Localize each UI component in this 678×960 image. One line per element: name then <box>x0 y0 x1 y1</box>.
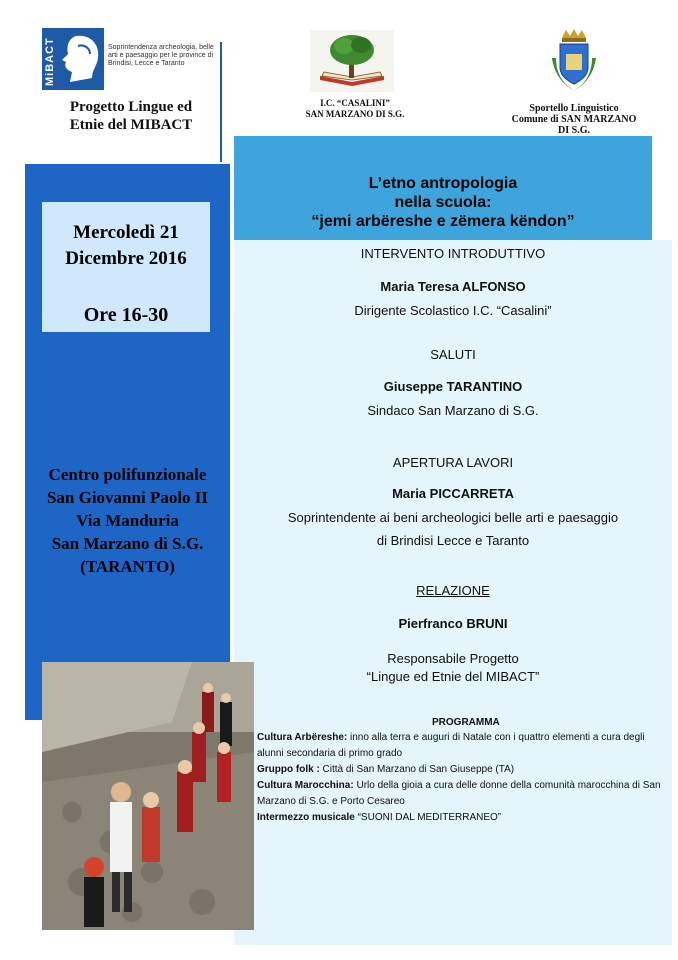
programma-item-text: Città di San Marzano di San Giuseppe (TA) <box>319 764 515 775</box>
venue-line4: San Marzano di S.G. <box>51 534 204 553</box>
programma-item-text: Urlo della gioia a cura delle donne della comunità marocchina di San Marzano di S.G. e Porto Cesareo <box>257 780 661 807</box>
title-line2: nella scuola: <box>394 194 492 211</box>
casalini-line1: I.C. “CASALINI” <box>320 98 390 108</box>
casalini-logo <box>310 30 394 92</box>
venue-line3: Via Manduria <box>76 511 179 530</box>
venue-line5: (TARANTO) <box>80 557 175 576</box>
relazione-role-line2: “Lingue ed Etnie del MIBACT” <box>366 669 540 684</box>
programma-item-text: inno alla terra e auguri di Natale con i quattro elementi a cura degli alunni secondaria di primo grado <box>257 732 645 759</box>
date-line1: Mercoledì 21 <box>73 222 179 243</box>
soprintendenza-text: Soprintendenza archeologia, belle arti e paesaggio per le province di Brindisi, Lecce e Taranto <box>108 44 214 67</box>
comune-line3: DI S.G. <box>558 125 590 136</box>
event-venue <box>25 463 230 578</box>
relazione-role-line1: Responsabile Progetto <box>387 651 519 666</box>
apertura-heading: APERTURA LAVORI <box>392 455 514 470</box>
event-time: Ore 16-30 <box>83 304 169 326</box>
casalini-line2: SAN MARZANO DI S.G. <box>305 109 405 119</box>
programma-item-label: Cultura Marocchina: <box>257 780 354 791</box>
relazione-heading: RELAZIONE <box>416 583 490 598</box>
intro-name: Maria Teresa ALFONSO <box>380 279 526 294</box>
saluti-heading: SALUTI <box>430 347 476 362</box>
apertura-role-line2: di Brindisi Lecce e Taranto <box>376 533 530 548</box>
date-line2: Dicembre 2016 <box>65 248 187 269</box>
title-line3: “jemi arbëreshe e zëmera këndon” <box>311 213 575 230</box>
tree-book-icon <box>310 30 394 92</box>
venue-line2: San Giovanni Paolo II <box>46 488 209 507</box>
comune-crest <box>548 28 600 94</box>
progetto-title: Progetto Lingue ed Etnie del MIBACT <box>69 99 193 133</box>
folk-dance-photo <box>42 662 254 930</box>
programma-item <box>257 762 672 778</box>
event-date <box>42 220 210 272</box>
crest-icon <box>548 28 600 94</box>
title-line1: L’etno antropologia <box>368 175 518 192</box>
programma-item-label: Gruppo folk : <box>257 764 320 775</box>
comune-line2: Comune di SAN MARZANO <box>511 114 637 125</box>
header-divider <box>220 42 222 162</box>
programma-list <box>257 730 672 826</box>
intro-role: Dirigente Scolastico I.C. “Casalini” <box>354 303 552 318</box>
programma-item-text: “SUONI DAL MEDITERRANEO” <box>354 812 502 823</box>
mibact-logo <box>42 28 104 90</box>
programma-item <box>257 730 672 762</box>
programma-item <box>257 810 672 826</box>
comune-caption <box>494 103 654 136</box>
programma-item-label: Intermezzo musicale <box>257 812 355 823</box>
event-title <box>234 174 652 231</box>
relazione-name: Pierfranco BRUNI <box>398 616 508 631</box>
venue-line1: Centro polifunzionale <box>48 465 207 484</box>
casalini-caption <box>290 98 420 120</box>
comune-line1: Sportello Linguistico <box>529 103 619 114</box>
apertura-name: Maria PICCARRETA <box>392 486 514 501</box>
head-profile-icon <box>56 32 102 86</box>
saluti-name: Giuseppe TARANTINO <box>383 379 523 394</box>
apertura-role-line1: Soprintendente ai beni archeologici belle arti e paesaggio <box>287 510 619 525</box>
mibact-logo-text: MiBACT <box>44 37 56 86</box>
programma-item-label: Cultura Arbëreshe: <box>257 732 348 743</box>
saluti-role: Sindaco San Marzano di S.G. <box>367 403 539 418</box>
programma-title: PROGRAMMA <box>432 717 500 728</box>
photo-illustration <box>42 662 254 930</box>
intro-heading: INTERVENTO INTRODUTTIVO <box>360 246 546 261</box>
programma-item <box>257 778 672 810</box>
